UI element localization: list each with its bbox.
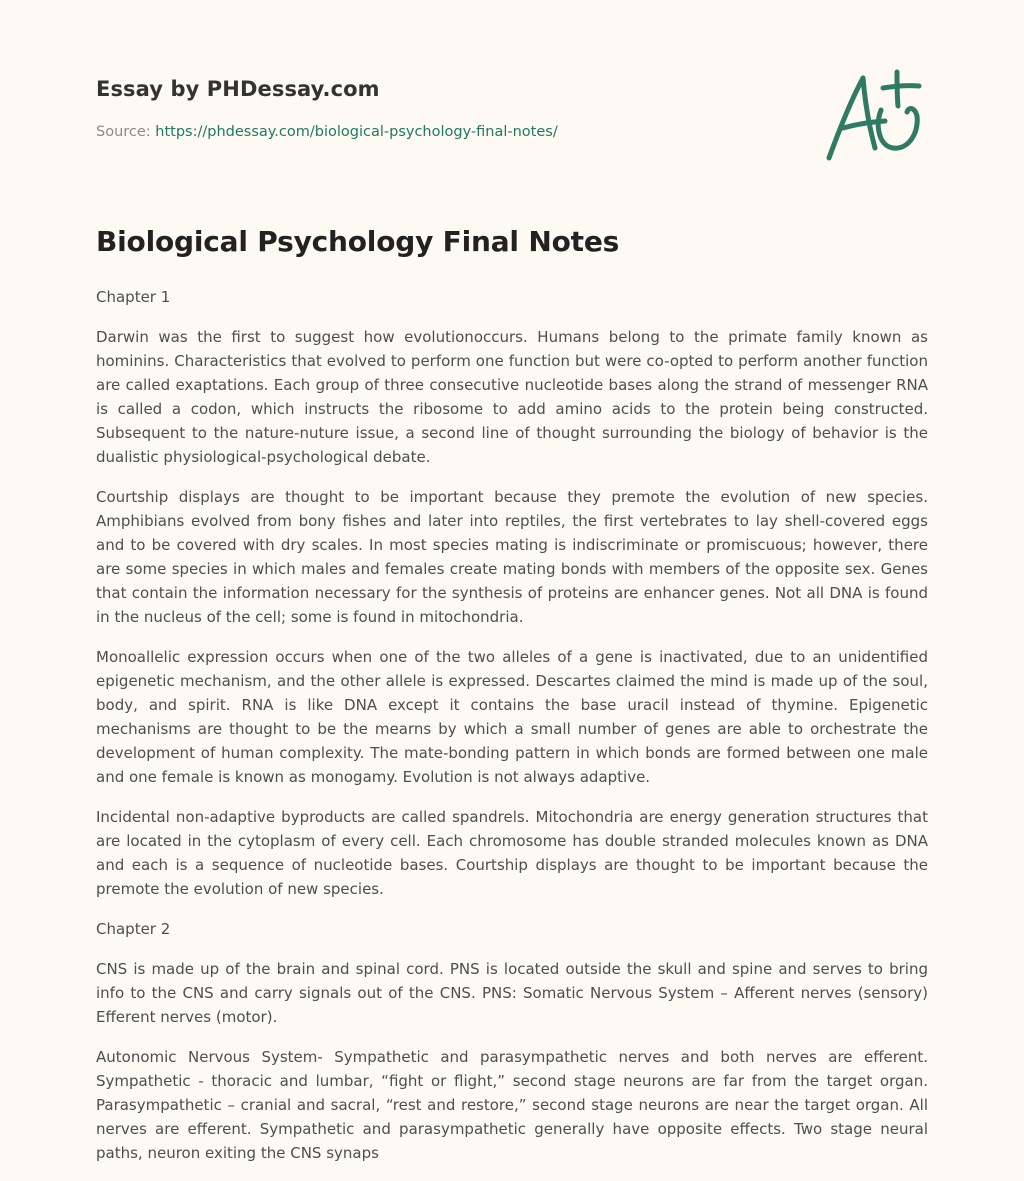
a-plus-strokes [829,72,919,158]
essay-paragraph: Courtship displays are thought to be important because they premote the evolution of new species. Amphibians evolved from bony fishes and later into reptiles, the first vertebrates to lay shell-covered eggs and to be covered with dry scales. In most species mating is indiscriminate or promiscuous; however, there are some species in which males and females create mating bonds with members of the opposite sex. Genes that contain the information necessary for the synthesis of proteins are enhancer genes. Not all DNA is found in the nucleus of the cell; some is found in mitochondria. [96,488,928,626]
essay-paragraph: Autonomic Nervous System- Sympathetic and parasympathetic nerves and both nerves are efferent. Sympathetic - thoracic and lumbar, “fight or flight,” second stage neurons are far from the target organ. Parasympathetic – cranial and sacral, “rest and restore,” second stage neurons are near the target organ. All nerves are efferent. Sympathetic and parasympathetic generally have opposite effects. Two stage neural paths, neuron exiting the CNS synaps [96,1048,928,1162]
chapter-2-heading: Chapter 2 [96,920,171,938]
a-plus-grade-icon [823,66,927,166]
plus-horizontal-stroke [883,86,919,88]
essay-paragraph: CNS is made up of the brain and spinal cord. PNS is located outside the skull and spine and serves to bring info to the CNS and carry signals out of the CNS. PNS: Somatic Nervous System – Afferent nerves (sensory) Efferent nerves (motor). [96,960,928,1026]
plus-vertical-stroke [897,72,898,106]
source-line [96,124,558,140]
a-left-stroke [829,78,863,158]
source-label: Source: [96,124,151,140]
essay-title: Biological Psychology Final Notes [96,225,620,258]
essay-paragraph: Monoallelic expression occurs when one of the two alleles of a gene is inactivated, due to an unidentified epigenetic mechanism, and the other allele is expressed. Descartes claimed the mind is made up of the soul, body, and spirit. RNA is like DNA except it contains the base uracil instead of thymine. Epigenetic mechanisms are thought to be the mearns by which a small number of genes are able to orchestrate the development of human complexity. The mate-bonding pattern in which bonds are formed between one male and one female is known as monogamy. Evolution is not always adaptive. [96,648,928,786]
essay-paragraph: Darwin was the first to suggest how evolutionoccurs. Humans belong to the primate family known as hominins. Characteristics that evolved to perform one function but were co-opted to perform another function are called exaptations. Each group of three consecutive nucleotide bases along the strand of messenger RNA is called a codon, which instructs the ribosome to add amino acids to the protein being constructed. Subsequent to the nature-nuture issue, a second line of thought surrounding the biology of behavior is the dualistic physiological-psychological debate. [96,328,928,466]
essay-paragraph: Incidental non-adaptive byproducts are called spandrels. Mitochondria are energy generation structures that are located in the cytoplasm of every cell. Each chromosome has double stranded molecules known as DNA and each is a sequence of nucleotide bases. Courtship displays are thought to be important because the premote the evolution of new species. [96,808,928,898]
essay-body [96,285,928,1181]
a-right-stroke [863,78,875,148]
brand-title: Essay by PHDessay.com [96,77,380,101]
loop-stroke [878,109,917,149]
source-link[interactable]: https://phdessay.com/biological-psychology-final-notes/ [155,124,558,140]
chapter-1-heading: Chapter 1 [96,288,171,306]
